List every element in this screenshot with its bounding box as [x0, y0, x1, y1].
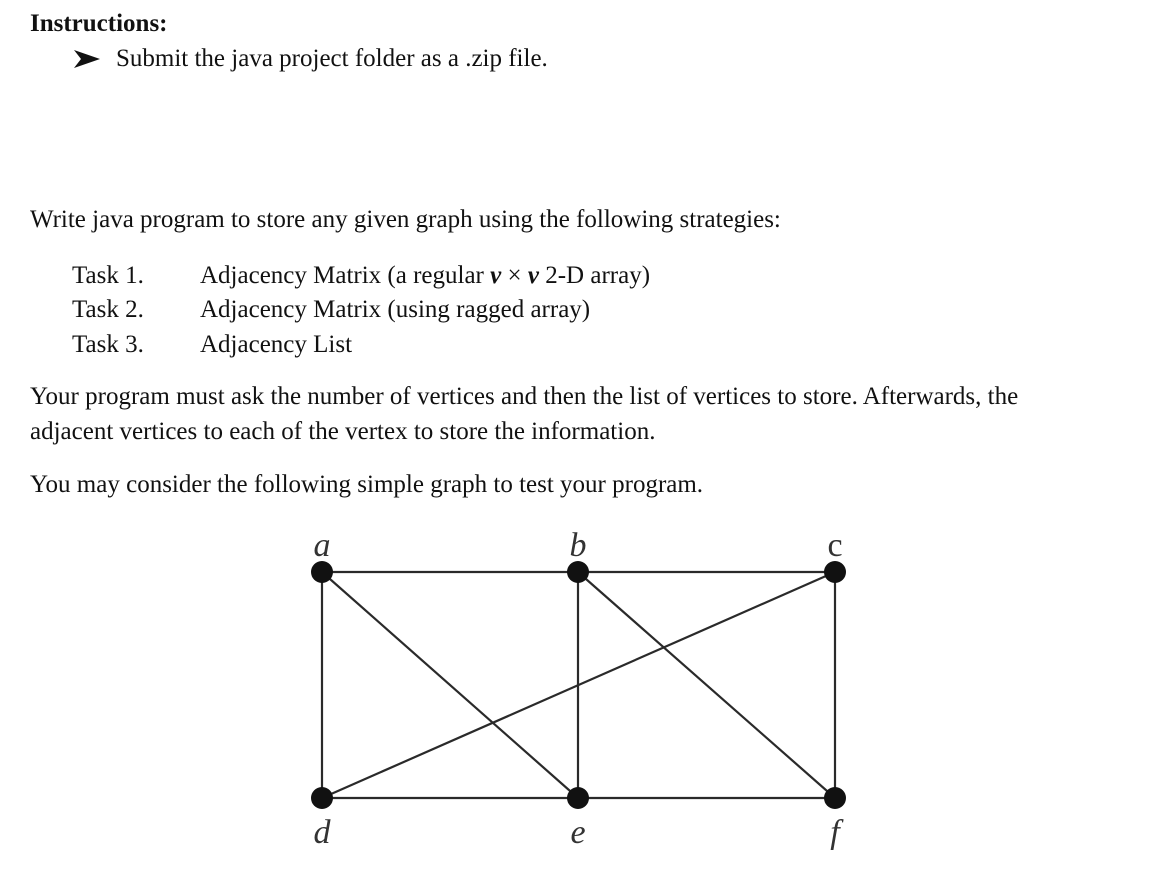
task-1-math-v2: v: [527, 262, 539, 289]
graph-edge-b-f: [578, 572, 835, 798]
graph-vertex-label-f: f: [830, 814, 840, 851]
graph-edge-a-e: [322, 572, 578, 798]
instruction-bullet-text: Submit the java project folder as a .zip file.: [116, 45, 548, 72]
task-3-label: Task 3.: [72, 331, 144, 358]
test-line: You may consider the following simple graph to test your program.: [30, 471, 704, 498]
task-3-text: Adjacency List: [200, 331, 353, 358]
graph-vertex-label-c: c: [827, 527, 843, 564]
intro-text: Write java program to store any given graph using the following strategies:: [30, 206, 781, 233]
task-1-math-v1: v: [490, 262, 502, 289]
paragraph-line-1: Your program must ask the number of vertices and then the list of vertices to store. Afterwards, the: [30, 383, 1019, 410]
graph-vertex-label-d: d: [313, 814, 331, 851]
paragraph-line-2: adjacent vertices to each of the vertex to store the information.: [30, 418, 656, 445]
graph-vertex-c: [824, 561, 846, 583]
task-1-times: ×: [501, 262, 528, 289]
task-2-text: Adjacency Matrix (using ragged array): [200, 296, 591, 323]
graph-vertex-label-a: a: [313, 527, 331, 564]
graph-vertex-label-b: b: [569, 527, 587, 564]
graph-vertex-e: [567, 787, 589, 809]
graph-vertex-a: [311, 561, 333, 583]
task-1-text-before: Adjacency Matrix (a regular: [200, 262, 491, 289]
task-1-label: Task 1.: [72, 262, 144, 289]
graph-vertex-label-e: e: [570, 814, 586, 851]
task-2-label: Task 2.: [72, 296, 144, 323]
instructions-heading: Instructions:: [30, 10, 168, 37]
task-1-text-after: 2-D array): [538, 262, 651, 289]
graph-vertex-d: [311, 787, 333, 809]
graph-vertex-f: [824, 787, 846, 809]
graph-vertex-b: [567, 561, 589, 583]
